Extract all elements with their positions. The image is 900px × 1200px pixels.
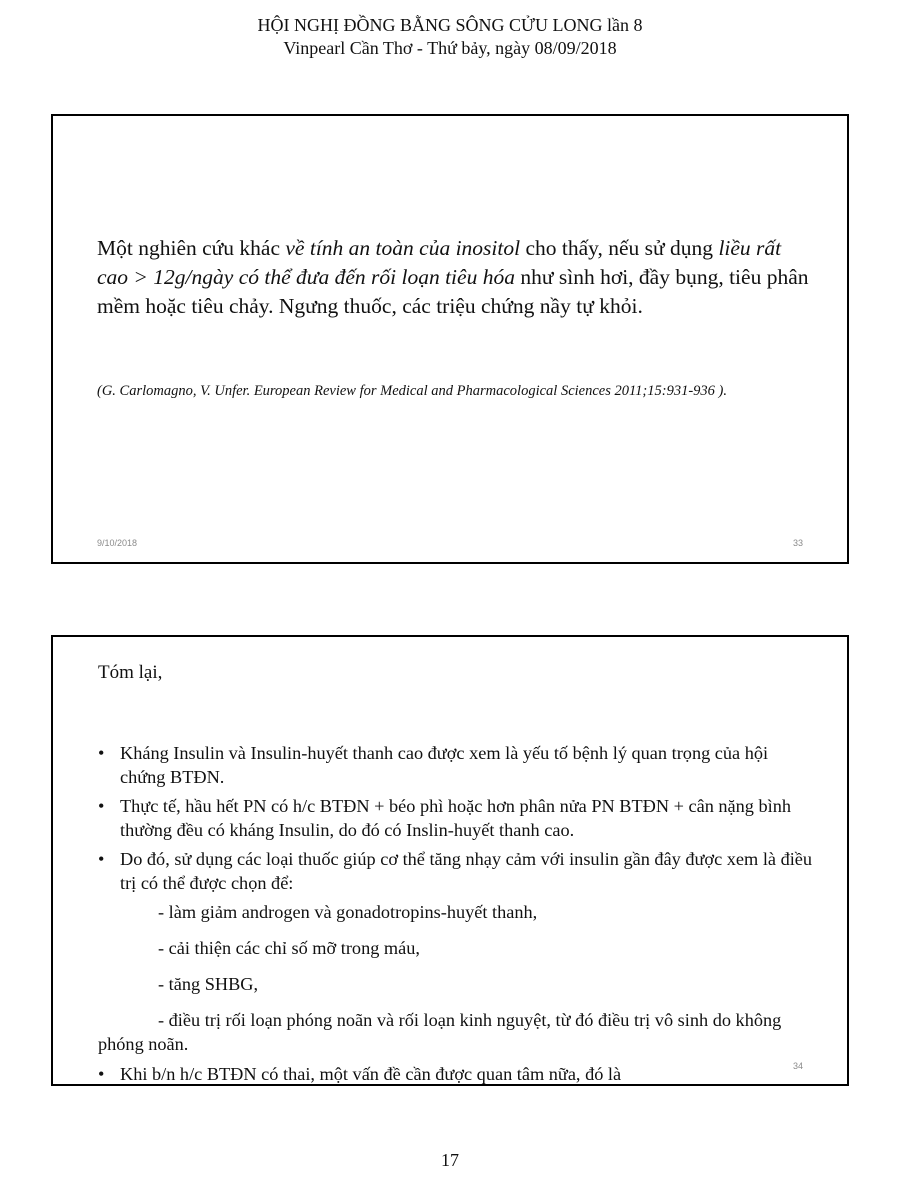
slide-number: 34 (792, 1061, 803, 1071)
slide-33 (51, 114, 849, 564)
slide-34-body (98, 741, 818, 1091)
bullet-item: • Kháng Insulin và Insulin-huyết thanh cao được xem là yếu tố bệnh lý quan trọng của hội chứng BTĐN. (98, 741, 818, 789)
page-number: 17 (441, 1150, 459, 1170)
slide-33-body-text (97, 234, 817, 321)
sub-item: - điều trị rối loạn phóng noãn và rối loạn kinh nguyệt, từ đó điều trị vô sinh do không phóng noãn. (98, 1010, 782, 1054)
citation: (G. Carlomagno, V. Unfer. European Review for Medical and Pharmacological Sciences 2011;15:931-936 ). (97, 383, 727, 399)
bullet-item: • Khi b/n h/c BTĐN có thai, một vấn đề cần được quan tâm nữa, đó là (98, 1062, 818, 1086)
text-segment: cho thấy, nếu sử dụng (520, 236, 719, 260)
text-segment: như sình hơi, đầy bụng, tiêu phân mềm hoặc tiêu chảy. Ngưng thuốc, các triệu chứng nầy tự khỏi. (97, 265, 809, 318)
sub-item: - tăng SHBG, (158, 974, 259, 994)
bullet-item: • Do đó, sử dụng các loại thuốc giúp cơ thể tăng nhạy cảm với insulin gần đây được xem là điều trị có thể được chọn để: (98, 847, 818, 895)
italic-text-segment: về tính an toàn của inositol (285, 236, 521, 260)
slide-number: 33 (792, 538, 803, 548)
slide-date: 9/10/2018 (97, 538, 138, 548)
slide-34 (51, 635, 849, 1086)
italic-text-segment: liều rất cao > 12g/ngày có thể đưa đến rối loạn tiêu hóa (97, 236, 782, 289)
slide-34-heading: Tóm lại, (98, 662, 163, 683)
header-line-2: Vinpearl Cần Thơ - Thứ bảy, ngày 08/09/2018 (283, 38, 617, 58)
sub-item: - cải thiện các chỉ số mỡ trong máu, (158, 938, 420, 958)
sub-item: - làm giảm androgen và gonadotropins-huyết thanh, (158, 902, 538, 922)
header-line-1: HỘI NGHỊ ĐỒNG BẰNG SÔNG CỬU LONG lần 8 (257, 15, 643, 35)
text-segment: Một nghiên cứu khác (97, 236, 286, 260)
bullet-item: • Thực tế, hầu hết PN có h/c BTĐN + béo phì hoặc hơn phân nửa PN BTĐN + cân nặng bình thường đều có kháng Insulin, do đó có Inslin-huyết thanh cao. (98, 794, 818, 842)
document-header (0, 14, 900, 60)
